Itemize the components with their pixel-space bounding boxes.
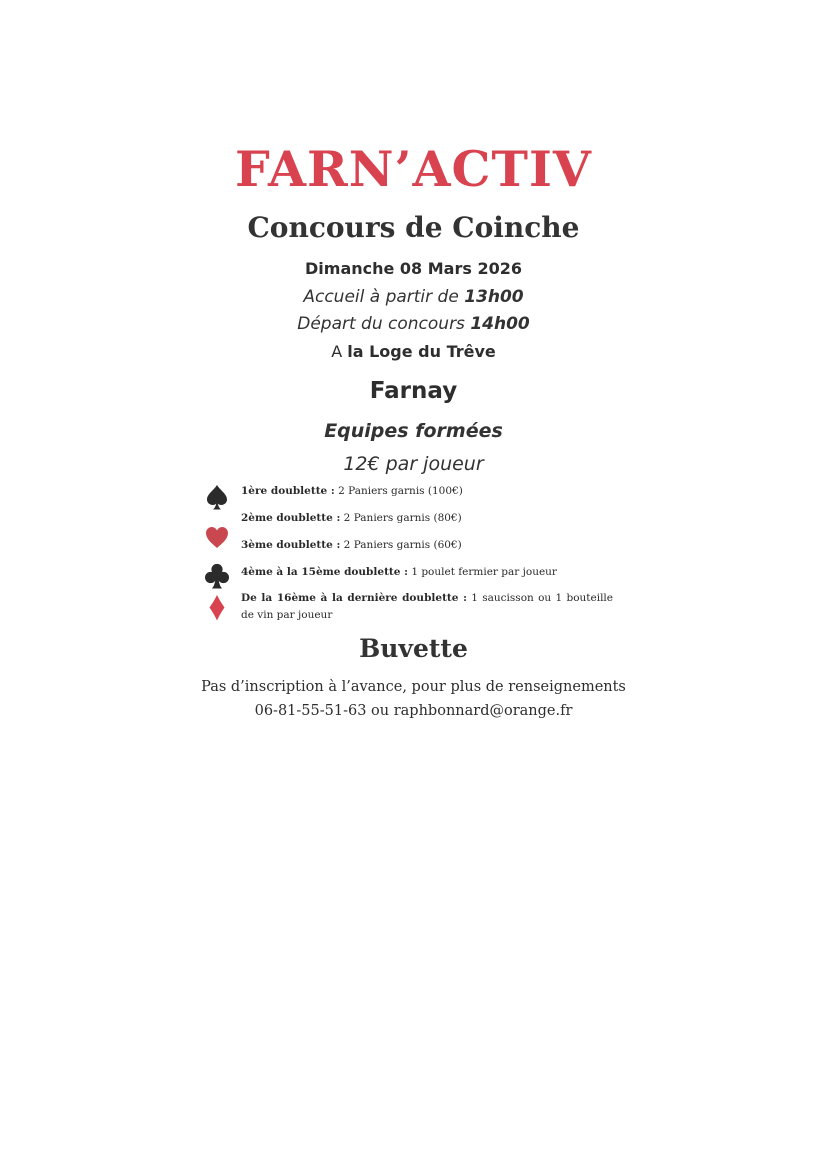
venue-prefix: A — [331, 342, 348, 361]
prize-text — [241, 564, 613, 581]
event-title: Concours de Coinche — [247, 211, 580, 244]
welcome-prefix: Accueil à partir de — [303, 287, 465, 307]
prize-description: 2 Paniers garnis (80€) — [340, 512, 462, 524]
start-prefix: Départ du concours — [297, 314, 471, 334]
prize-text — [241, 510, 613, 527]
teams-format: Equipes formées — [324, 420, 503, 442]
prize-description: 2 Paniers garnis (60€) — [340, 539, 462, 551]
diamond-icon — [202, 593, 232, 623]
welcome-time-line — [0, 285, 827, 309]
club-icon — [202, 561, 232, 591]
registration-info: Pas d’inscription à l’avance, pour plus de renseignements — [201, 679, 626, 695]
organization-title: FARN’ACTIV — [235, 140, 592, 198]
event-date: Dimanche 08 Mars 2026 — [305, 259, 522, 278]
start-time-line — [0, 312, 827, 336]
prize-rank: 3ème doublette : — [241, 539, 341, 551]
prize-rank: 2ème doublette : — [241, 512, 341, 524]
venue-name: la Loge du Trêve — [347, 342, 496, 361]
refreshment-bar: Buvette — [359, 634, 468, 663]
heart-icon — [202, 522, 232, 552]
prize-rank: De la 16ème à la dernière doublette : — [241, 592, 467, 604]
entry-price: 12€ par joueur — [343, 453, 484, 475]
spade-icon — [202, 482, 232, 512]
prize-text — [241, 483, 613, 500]
prize-text — [241, 590, 613, 624]
prize-text — [241, 537, 613, 554]
contact-info: 06-81-55-51-63 ou raphbonnard@orange.fr — [254, 703, 573, 719]
venue-line — [0, 340, 827, 364]
welcome-time: 13h00 — [464, 287, 524, 307]
prize-rank: 1ère doublette : — [241, 485, 335, 497]
start-time: 14h00 — [470, 314, 530, 334]
prize-description: 1 saucisson ou 1 bouteille de vin par joueur — [241, 592, 613, 621]
town-name: Farnay — [369, 378, 458, 404]
prize-description: 1 poulet fermier par joueur — [407, 566, 557, 578]
prize-rank: 4ème à la 15ème doublette : — [241, 566, 408, 578]
prize-description: 2 Paniers garnis (100€) — [334, 485, 463, 497]
